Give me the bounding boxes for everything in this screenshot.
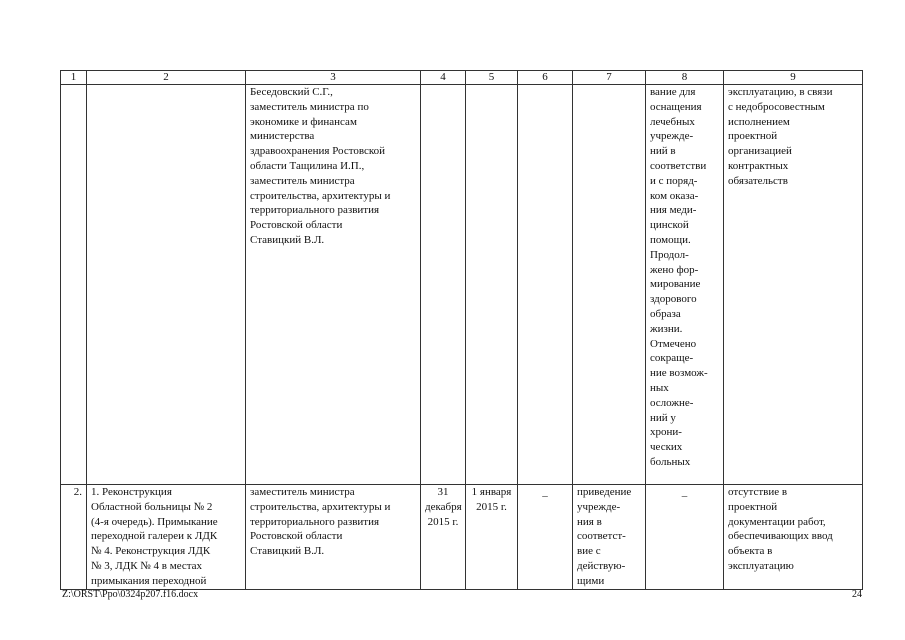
table-cell-end-date [518,85,573,485]
column-number-cell: 9 [724,71,863,85]
table-cell-end-date: _ [518,485,573,590]
column-number-cell: 2 [87,71,246,85]
table-cell-planned-date [421,85,466,485]
table-cell-event: 1. Реконструкция Областной больницы № 2 (4-я очередь). Примыкание переходной галереи к ЛДК № 4. Реконструкция ЛДК № 3, ЛДК № 4 в местах примыкания переходной [87,485,246,590]
table-cell-expected-result [573,85,646,485]
column-number-cell: 7 [573,71,646,85]
table-cell-planned-date: 31 декабря 2015 г. [421,485,466,590]
column-number-cell: 8 [646,71,724,85]
table-row-2 [61,485,863,590]
table-cell-responsible: Беседовский С.Г., заместитель министра по экономике и финансам министерства здравоохранения Ростовской области Тащилина И.П., заместитель министра строительства, архитектуры и территориального развития Ростовской области Ставицкий В.Л. [246,85,421,485]
table-cell-actual-result: _ [646,485,724,590]
table-cell-problems: эксплуатацию, в связи с недобросовестным исполнением проектной организацией контрактных обязательств [724,85,863,485]
column-number-row [61,71,863,85]
column-number-cell: 4 [421,71,466,85]
table-cell-responsible: заместитель министра строительства, архитектуры и территориального развития Ростовской области Ставицкий В.Л. [246,485,421,590]
column-number-cell: 3 [246,71,421,85]
column-number-cell: 6 [518,71,573,85]
table-cell-start-date: 1 января 2015 г. [466,485,518,590]
table-cell-event [87,85,246,485]
table-cell-start-date [466,85,518,485]
column-number-cell: 1 [61,71,87,85]
register-table [60,70,863,590]
table-cell-actual-result: вание для оснащения лечебных учрежде- ний в соответстви и с поряд- ком оказа- ния меди- цинской помощи. Продол- жено фор- мирование здорового образа жизни. Отмечено сокраще- ние возмож- ных осложне- ний у хрони- ческих больных [646,85,724,485]
table-cell-number [61,85,87,485]
table-cell-number: 2. [61,485,87,590]
footer-page-number: 24 [852,589,862,600]
table-cell-problems: отсутствие в проектной документации работ, обеспечивающих ввод объекта в эксплуатацию [724,485,863,590]
footer-file-path: Z:\ORST\Ppo\0324p207.f16.docx [62,589,199,600]
column-number-cell: 5 [466,71,518,85]
table-row-continuation [61,85,863,485]
table-cell-expected-result: приведение учрежде- ния в соответст- вие с действую- щими [573,485,646,590]
